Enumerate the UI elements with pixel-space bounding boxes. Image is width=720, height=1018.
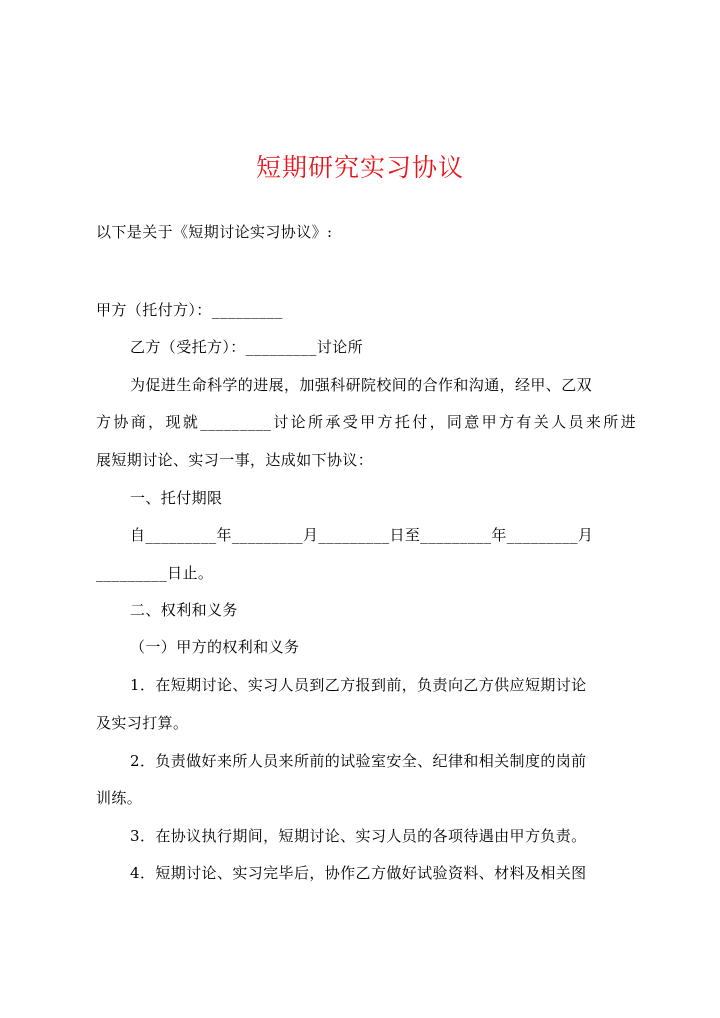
section-1-heading: 一、托付期限 — [130, 489, 223, 507]
item-2-line-1: 2．负责做好来所人员来所前的试验室安全、纪律和相关制度的岗前 — [130, 752, 587, 770]
paragraph-1-line-1: 为促进生命科学的进展，加强科研院校间的合作和沟通，经甲、乙双 — [130, 376, 593, 394]
item-2-line-2: 训练。 — [96, 789, 143, 807]
item-1-line-2: 及实习打算。 — [96, 714, 189, 732]
document-title: 短期研究实习协议 — [255, 153, 464, 182]
intro-text: 以下是关于《短期讨论实习协议》: — [96, 223, 333, 241]
paragraph-1-line-2: 方协商，现就_________讨论所承受甲方托付，同意甲方有关人员来所进 — [96, 413, 636, 431]
subsection-1-heading: （一）甲方的权利和义务 — [130, 638, 300, 656]
period-line-2: _________日止。 — [96, 564, 214, 582]
section-2-heading: 二、权利和义务 — [130, 601, 238, 619]
item-1-line-1: 1．在短期讨论、实习人员到乙方报到前，负责向乙方供应短期讨论 — [130, 676, 587, 694]
item-3-line-1: 3．在协议执行期间，短期讨论、实习人员的各项待遇由甲方负责。 — [130, 827, 587, 845]
item-4-line-1: 4．短期讨论、实习完毕后，协作乙方做好试验资料、材料及相关图 — [130, 864, 587, 882]
paragraph-1-line-3: 展短期讨论、实习一事，达成如下协议： — [96, 451, 374, 469]
party-b-line: 乙方（受托方）：_________讨论所 — [130, 338, 364, 356]
period-line-1: 自_________年_________月_________日至_________年_________月 — [130, 526, 594, 544]
party-a-line: 甲方（托付方）：_________ — [96, 301, 283, 319]
